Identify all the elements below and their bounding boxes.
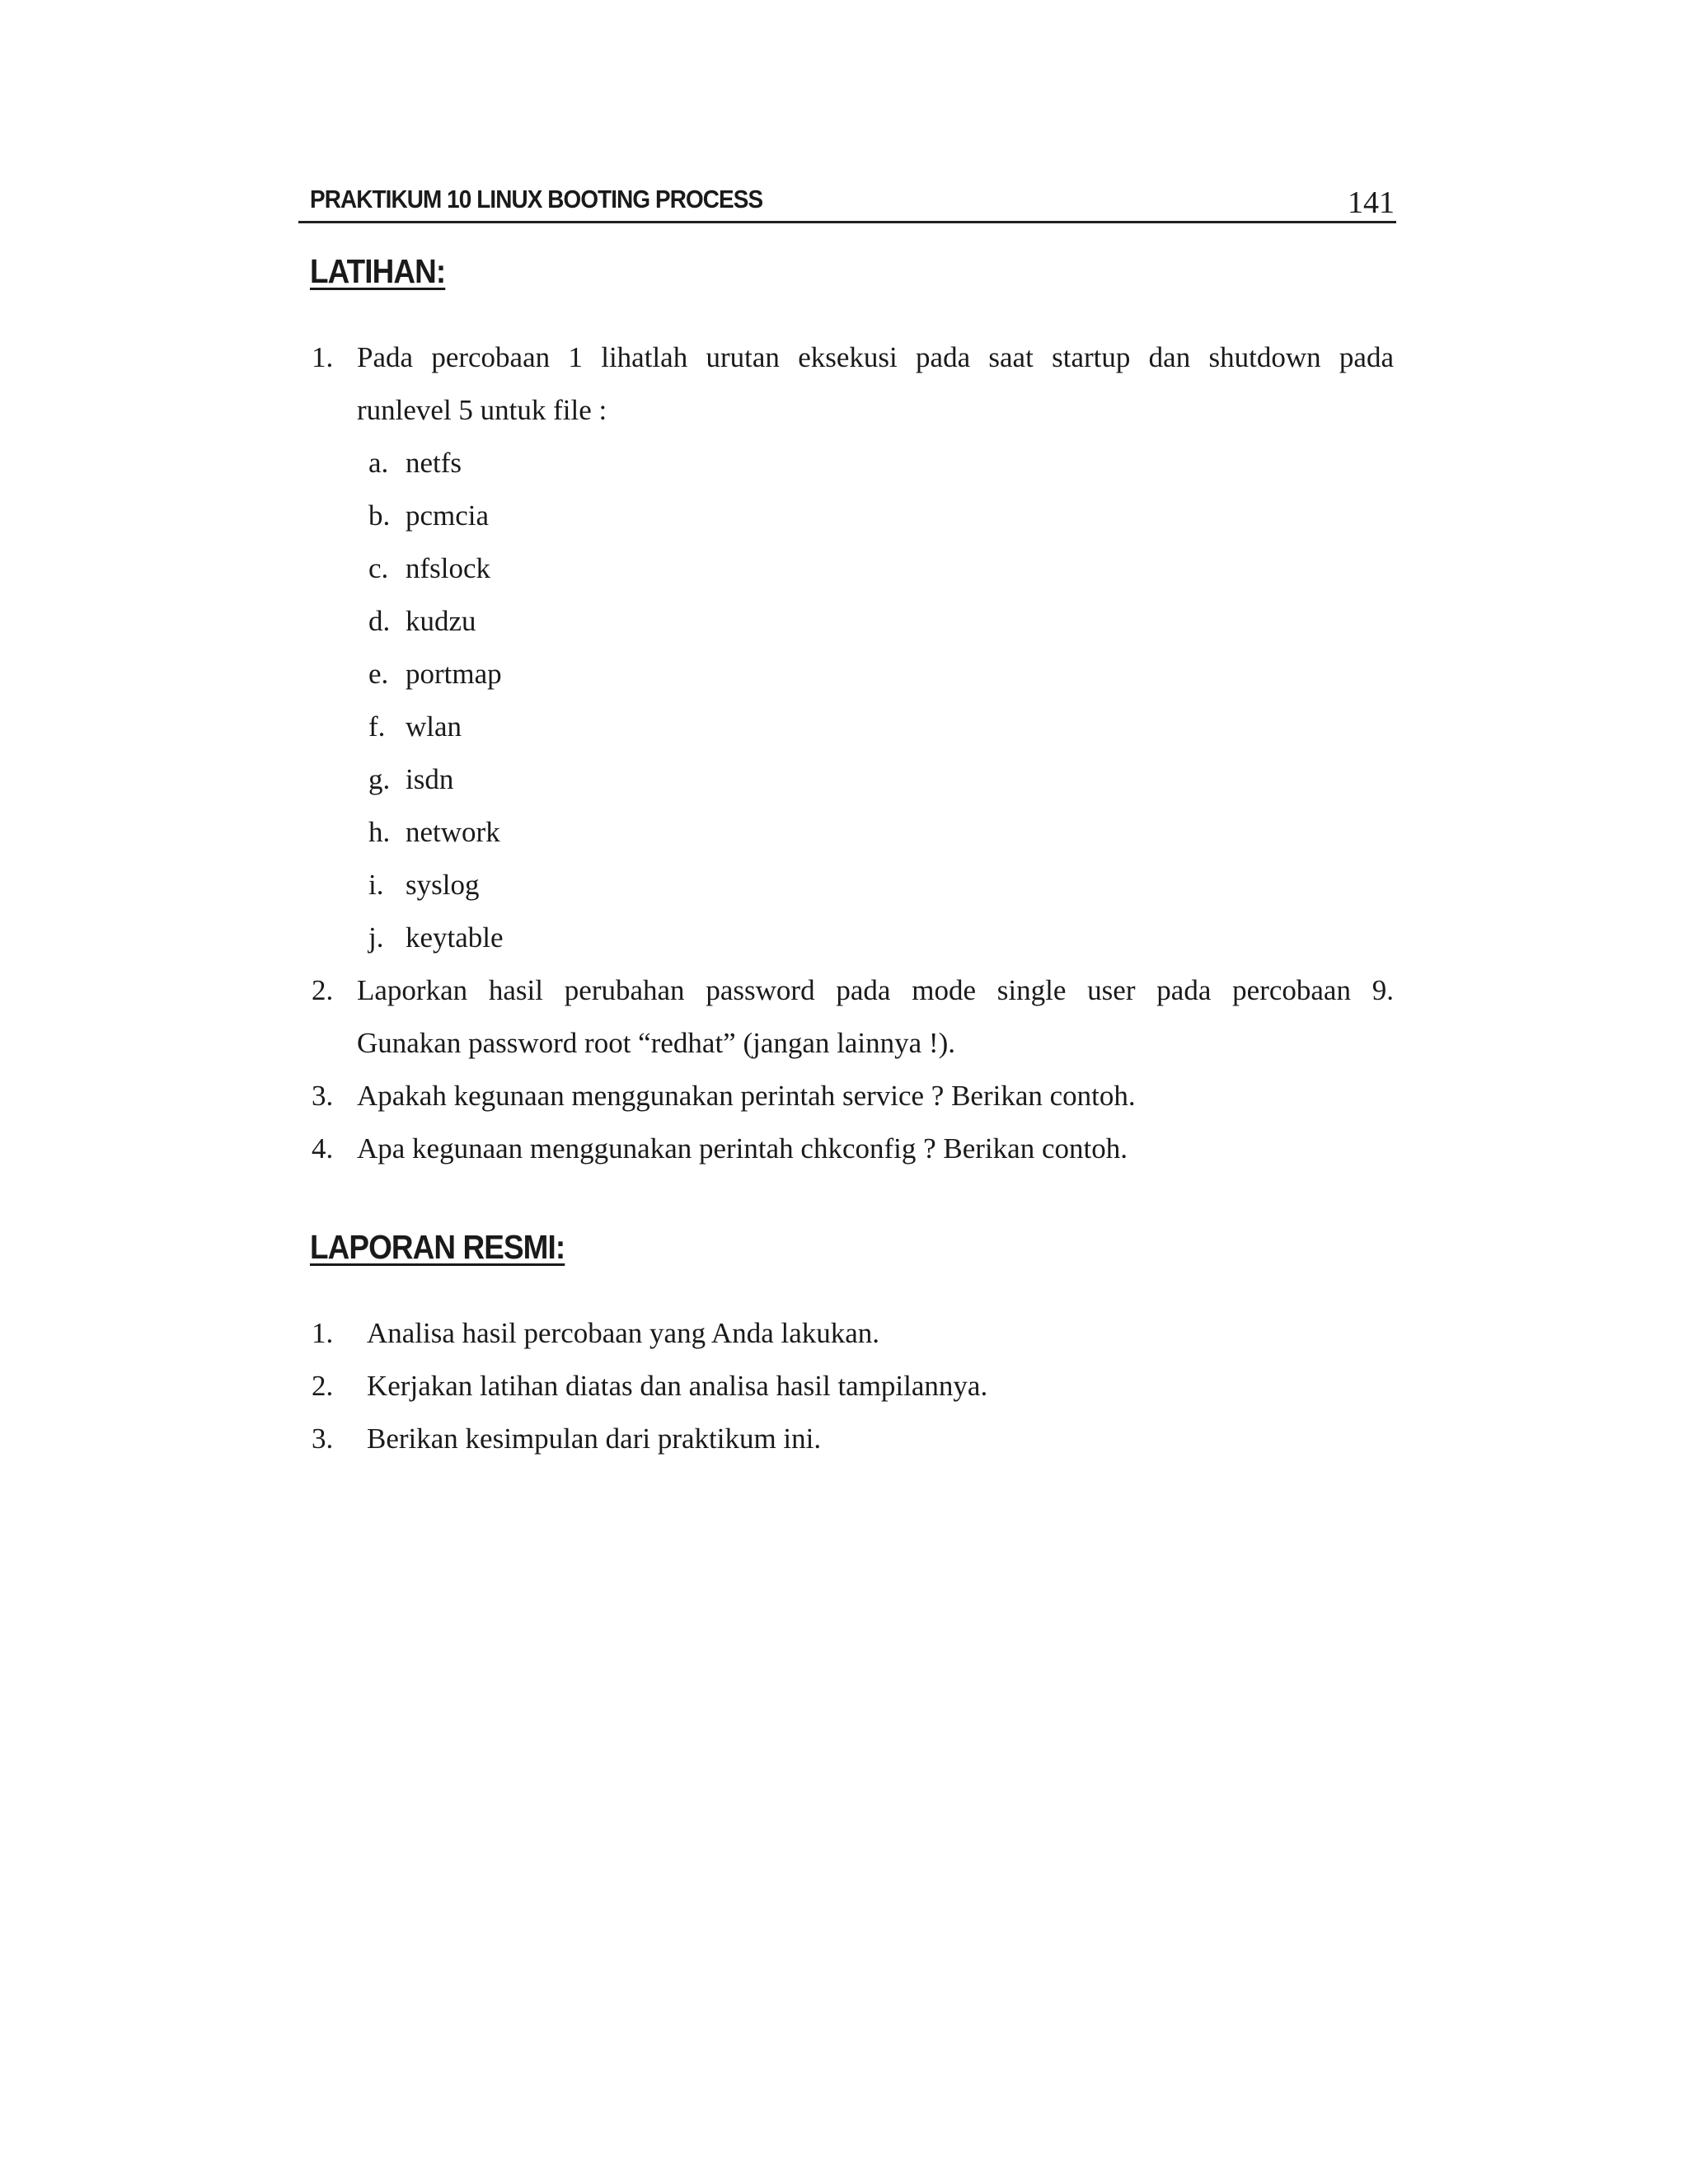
header-title: PRAKTIKUM 10 LINUX BOOTING PROCESS bbox=[310, 185, 763, 213]
subitem-letter: c. bbox=[368, 552, 389, 584]
subitem-text: netfs bbox=[406, 447, 462, 479]
laporan-heading: LAPORAN RESMI: bbox=[310, 1228, 565, 1266]
subitem-letter: e. bbox=[368, 658, 389, 690]
subitem-letter: f. bbox=[368, 710, 386, 743]
latihan-heading: LATIHAN: bbox=[310, 252, 446, 290]
laporan-item-text: Analisa hasil percobaan yang Anda lakukan. bbox=[367, 1317, 880, 1349]
latihan-item-3-number: 3. bbox=[312, 1080, 334, 1112]
latihan-item-3-text: Apakah kegunaan menggunakan perintah service ? Berikan contoh. bbox=[357, 1080, 1136, 1112]
subitem-letter: b. bbox=[368, 499, 391, 532]
subitem-letter: g. bbox=[368, 763, 391, 795]
latihan-item-2-line1: Laporkan hasil perubahan password pada mode single user pada percobaan 9. bbox=[357, 974, 1394, 1006]
subitem-letter: j. bbox=[368, 921, 384, 954]
latihan-item-2-number: 2. bbox=[312, 974, 334, 1006]
latihan-item-1-line1: Pada percobaan 1 lihatlah urutan eksekusi pada saat startup dan shutdown pada bbox=[357, 341, 1394, 373]
subitem-letter: h. bbox=[368, 816, 391, 848]
latihan-item-2-line2: Gunakan password root “redhat” (jangan lainnya !). bbox=[357, 1027, 955, 1059]
subitem-text: network bbox=[406, 816, 500, 848]
subitem-letter: i. bbox=[368, 869, 384, 901]
subitem-letter: a. bbox=[368, 447, 389, 479]
subitem-text: kudzu bbox=[406, 605, 476, 637]
laporan-item-text: Kerjakan latihan diatas dan analisa hasil tampilannya. bbox=[367, 1370, 988, 1402]
laporan-item-number: 2. bbox=[312, 1370, 334, 1402]
laporan-item-number: 3. bbox=[312, 1422, 334, 1455]
subitem-text: isdn bbox=[406, 763, 454, 795]
page-header bbox=[298, 183, 1396, 223]
page-number: 141 bbox=[1348, 185, 1395, 220]
subitem-text: keytable bbox=[406, 921, 504, 954]
subitem-text: syslog bbox=[406, 869, 480, 901]
laporan-item-number: 1. bbox=[312, 1317, 334, 1349]
latihan-item-4-text: Apa kegunaan menggunakan perintah chkconfig ? Berikan contoh. bbox=[357, 1132, 1128, 1165]
latihan-item-4-number: 4. bbox=[312, 1132, 334, 1165]
subitem-text: portmap bbox=[406, 658, 502, 690]
subitem-letter: d. bbox=[368, 605, 391, 637]
subitem-text: pcmcia bbox=[406, 499, 490, 532]
latihan-item-1-number: 1. bbox=[312, 341, 334, 373]
subitem-text: nfslock bbox=[406, 552, 491, 584]
latihan-item-1-line2: runlevel 5 untuk file : bbox=[357, 394, 607, 426]
subitem-text: wlan bbox=[406, 710, 462, 743]
laporan-item-text: Berikan kesimpulan dari praktikum ini. bbox=[367, 1422, 822, 1455]
